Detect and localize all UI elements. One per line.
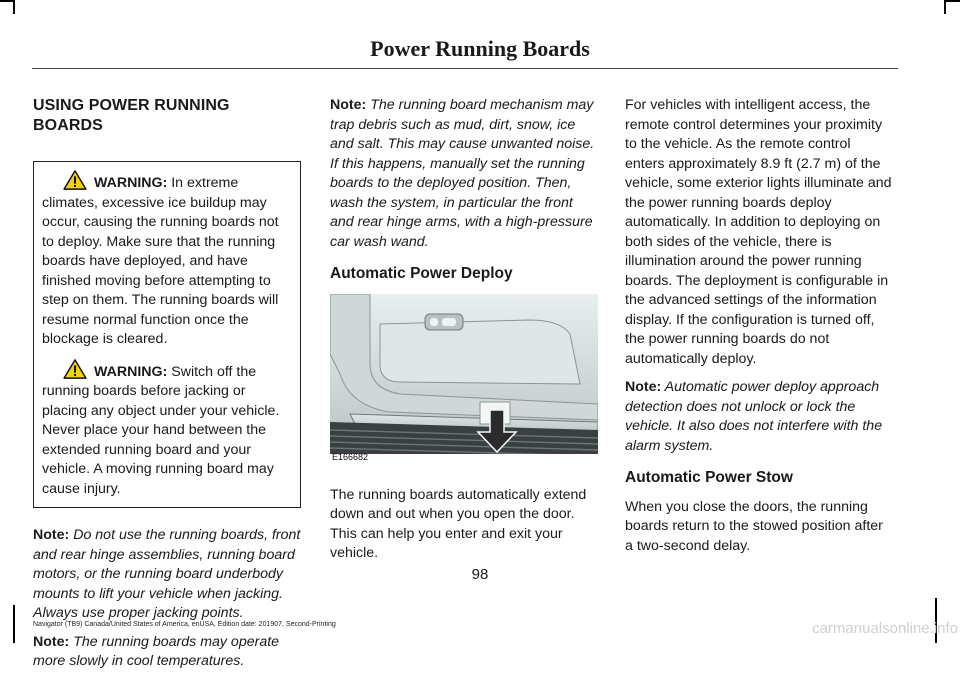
warning-triangle-icon (62, 170, 88, 190)
section-title: USING POWER RUNNING BOARDS (33, 97, 230, 134)
figure-id: E166682 (332, 452, 369, 462)
running-board-illustration (330, 294, 598, 466)
crop-mark (944, 0, 946, 14)
note-text: The running board mechanism may trap debris such as mud, dirt, snow, ice and salt. This may cause unwanted noise. If this happens, manually set the running boards to the deployed position. Then, wash the system, in particular the front and rear hinge arms, with a high-pressure car wash wand. (330, 97, 595, 250)
middle-column (330, 96, 598, 573)
warning-box (33, 161, 301, 508)
note-label: Note: (330, 97, 367, 113)
note-label: Note: (33, 527, 70, 543)
subheading-auto-deploy: Automatic Power Deploy (330, 265, 513, 282)
right-column (625, 96, 893, 565)
warning-item (42, 170, 292, 350)
left-column (33, 90, 301, 681)
warning-label: WARNING: (94, 363, 168, 380)
warning-triangle-icon (62, 359, 88, 379)
page-number: 98 (471, 566, 489, 583)
page-title: Power Running Boards (370, 36, 590, 61)
header-divider (32, 68, 898, 69)
crop-mark (0, 0, 14, 2)
note-label: Note: (33, 633, 70, 650)
note-text: The running boards may operate more slowly in cool temperatures. (33, 633, 280, 669)
crop-mark (13, 0, 15, 14)
warning-label: WARNING: (94, 175, 168, 191)
body-paragraph: For vehicles with intelligent access, the remote control determines your proximity to the vehicle. As the remote control enters approximately 8.9 ft (2.7 m) of the vehicle, some exterior lights illuminate and the power running boards deploy automatically. In addition to deploying on both sides of the vehicle, there is illumination around the power running boards. The deployment is configurable in the advanced settings of the information display. If the configuration is turned off, the power running boards do not automatically deploy. (625, 97, 892, 367)
note-text: Do not use the running boards, front and rear hinge assemblies, running board motors, or the running board underbody mounts to lift your vehicle when jacking. Always use proper jacking points. (33, 527, 301, 621)
note-label: Note: (625, 379, 662, 395)
body-paragraph: The running boards automatically extend down and out when you open the door. This can help you enter and exit your vehicle. (330, 486, 587, 561)
running-board-drawing (330, 294, 598, 454)
subheading-auto-stow: Automatic Power Stow (625, 469, 793, 486)
note-paragraph (33, 633, 301, 672)
crop-mark (13, 605, 15, 643)
crop-mark (944, 0, 960, 2)
warning-text: In extreme climates, excessive ice buildup may occur, causing the running boards not to deploy. Make sure that the running boards have deployed, and have finished moving before attempting to step on them. The running boards will resume normal function once the blockage is cleared. (42, 175, 279, 347)
footer-edition-text: Navigator (TB9) Canada/United States of America, enUSA, Edition date: 201907, Second-Printing (33, 621, 336, 628)
note-paragraph (625, 378, 893, 456)
warning-text: Switch off the running boards before jacking or placing any object under your vehicle. Never place your hand between the extended running board and your vehicle. A moving running board may cause injury. (42, 363, 280, 497)
note-text: Automatic power deploy approach detection does not unlock or lock the vehicle. It also does not interfere with the alarm system. (625, 379, 883, 454)
note-paragraph (330, 96, 598, 252)
body-paragraph: When you close the doors, the running boards return to the stowed position after a two-second delay. (625, 498, 883, 554)
watermark: carmanualsonline.info (812, 620, 958, 637)
warning-item (42, 359, 292, 500)
